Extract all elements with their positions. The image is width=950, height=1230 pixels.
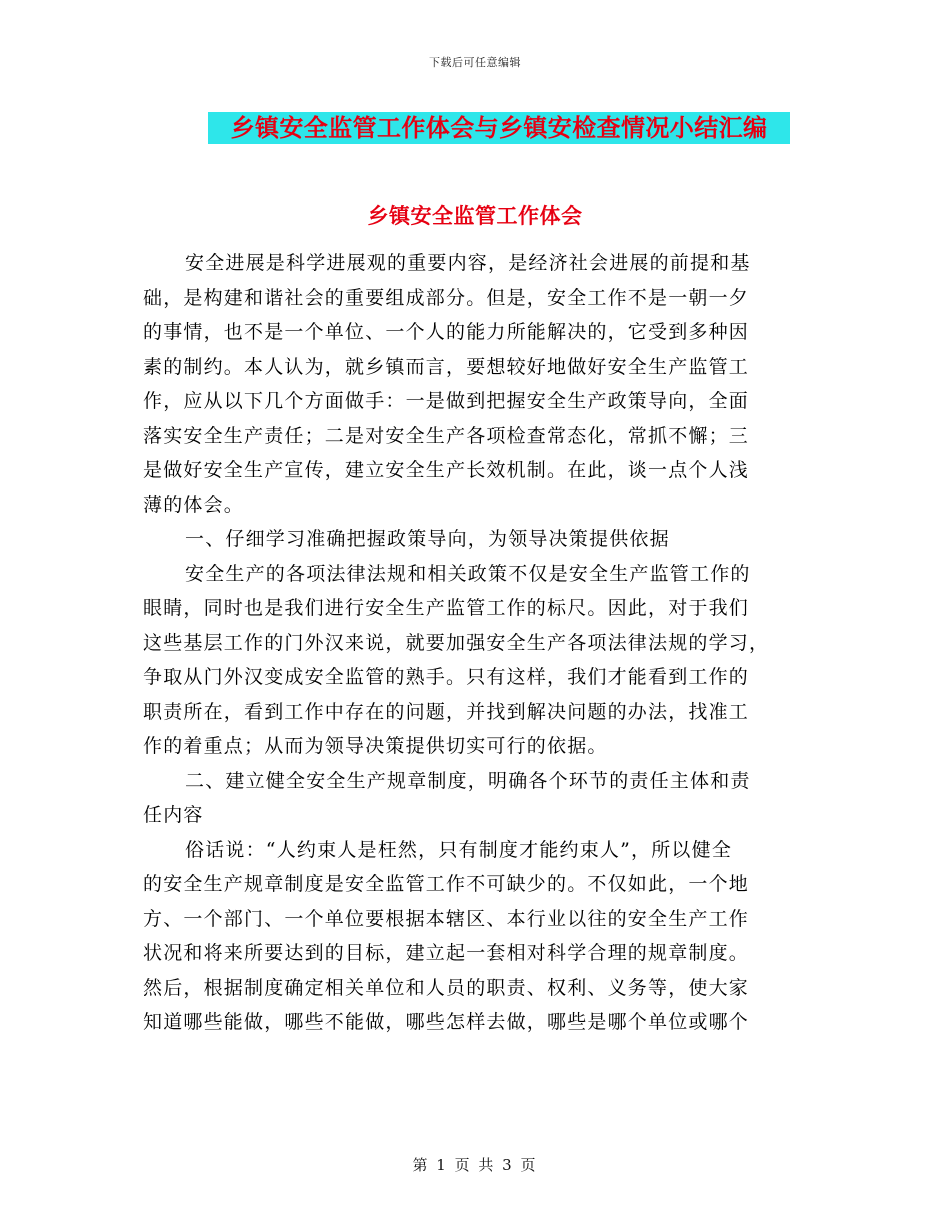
paragraph-line: 落实安全生产责任；二是对安全生产各项检查常态化，常抓不懈；三	[143, 424, 750, 447]
paragraph-line: 的事情，也不是一个单位、一个人的能力所能解决的，它受到多种因	[143, 321, 750, 343]
header-note: 下载后可任意编辑	[429, 56, 521, 69]
paragraph-line: 状况和将来所要达到的目标，建立起一套相对科学合理的规章制度。	[143, 942, 750, 964]
paragraph-line: 础，是构建和谐社会的重要组成部分。但是，安全工作不是一朝一夕	[143, 286, 750, 309]
section-title: 乡镇安全监管工作体会	[367, 204, 583, 228]
paragraph-line: 的安全生产规章制度是安全监管工作不可缺少的。不仅如此，一个地	[143, 873, 750, 895]
paragraph-line: 知道哪些能做，哪些不能做，哪些怎样去做，哪些是哪个单位或哪个	[143, 1011, 750, 1033]
paragraph-line: 作，应从以下几个方面做手：一是做到把握安全生产政策导向，全面	[143, 390, 750, 412]
paragraph-line: 安全生产的各项法律法规和相关政策不仅是安全生产监管工作的	[185, 562, 751, 585]
paragraph-line: 这些基层工作的门外汉来说，就要加强安全生产各项法律法规的学习，	[143, 631, 770, 654]
section-heading-2: 二、建立健全安全生产规章制度，明确各个环节的责任主体和责	[185, 769, 751, 792]
section-heading-1: 一、仔细学习准确把握政策导向，为领导决策提供依据	[185, 528, 670, 550]
main-title: 乡镇安全监管工作体会与乡镇安检查情况小结汇编	[230, 114, 768, 142]
paragraph-line: 争取从门外汉变成安全监管的熟手。只有这样，我们才能看到工作的	[143, 666, 750, 688]
paragraph-line: 薄的体会。	[143, 493, 245, 516]
page-footer: 第 1 页 共 3 页	[412, 1156, 538, 1174]
main-title-highlight	[208, 112, 790, 144]
paragraph-line: 素的制约。本人认为，就乡镇而言，要想较好地做好安全生产监管工	[143, 355, 750, 378]
section-heading-2-cont: 任内容	[143, 804, 204, 826]
paragraph-line: 俗话说：“人约束人是枉然，只有制度才能约束人”，所以健全	[185, 838, 733, 861]
paragraph-line: 方、一个部门、一个单位要根据本辖区、本行业以往的安全生产工作	[143, 907, 750, 930]
paragraph-line: 职责所在，看到工作中存在的问题，并找到解决问题的办法，找准工	[143, 700, 750, 723]
paragraph-line: 作的着重点；从而为领导决策提供切实可行的依据。	[143, 735, 608, 757]
body-text	[143, 246, 799, 1040]
paragraph-line: 是做好安全生产宣传，建立安全生产长效机制。在此，谈一点个人浅	[143, 459, 750, 481]
paragraph-line: 然后，根据制度确定相关单位和人员的职责、权利、义务等，使大家	[143, 976, 750, 999]
paragraph-line: 安全进展是科学进展观的重要内容，是经济社会进展的前提和基	[185, 252, 751, 274]
paragraph-line: 眼睛，同时也是我们进行安全生产监管工作的标尺。因此，对于我们	[143, 597, 750, 619]
